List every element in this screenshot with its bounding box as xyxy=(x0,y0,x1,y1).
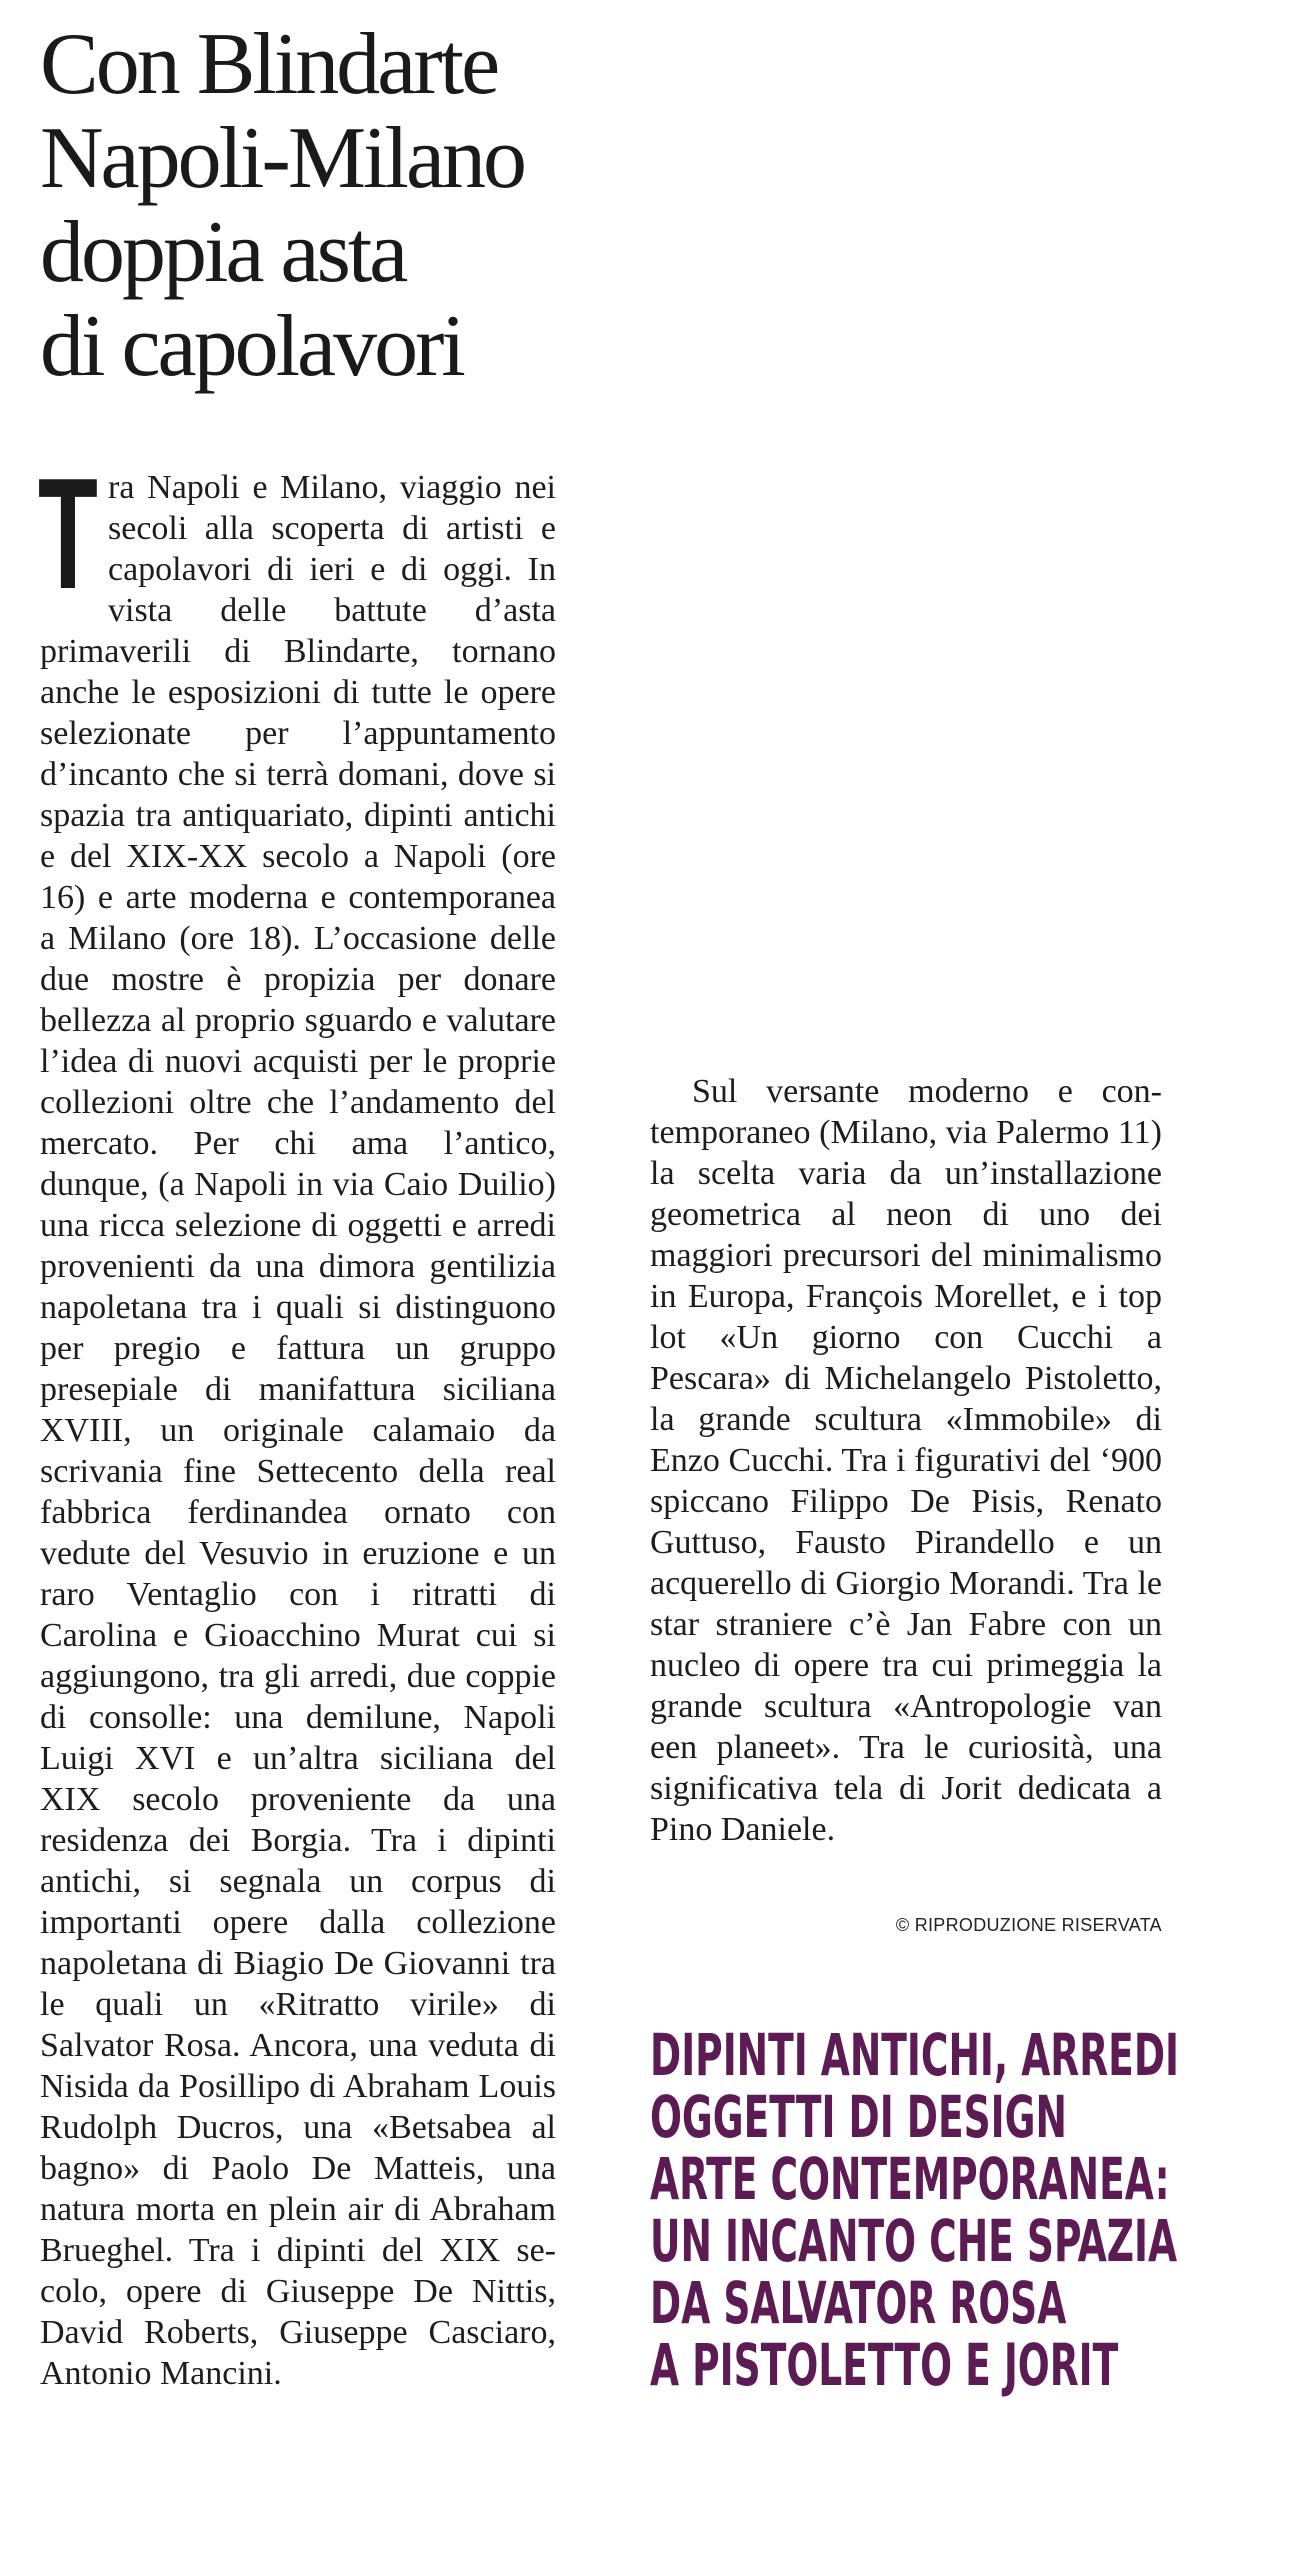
pull-quote-line: DA SALVATOR ROSA xyxy=(650,2269,1067,2337)
drop-cap: T xyxy=(38,446,98,622)
headline-line: doppia asta xyxy=(40,204,406,301)
pull-quote-line: UN INCANTO CHE SPAZIA xyxy=(650,2207,1178,2275)
pull-quote-line: DIPINTI ANTICHI, ARREDI xyxy=(650,2021,1179,2089)
headline-line: Napoli-Milano xyxy=(40,110,525,207)
article-paragraph-2: Sul versante moderno e contemporaneo (Milano, via Palermo 11) la scelta varia da un’installazione geometrica al neon di uno dei maggiori precursori del minimalismo in Europa, François Morellet, e i top lot «Un giorno con Cucchi a Pescara» di Michelangelo Pistoletto, la grande scultura «Immobile» di Enzo Cucchi. Tra i figurativi del ‘900 spiccano Filippo De Pisis, Renato Guttuso, Fausto Pirandello e un acquerello di Giorgio Morandi. Tra le star straniere c’è Jan Fabre con un nucleo di opere tra cui primeggia la grande scultura «Antropologie van een planeet». Tra le curiosità, una significativa tela di Jorit dedicata a Pino Daniele. xyxy=(650,1073,1162,1848)
pull-quote xyxy=(650,2021,1210,2399)
article-paragraph-1: ra Napoli e Milano, viaggio nei secoli alla scoperta di artisti e capolavori di ieri e di oggi. In vista delle battute d’asta primaverili di Blindarte, tornano anche le esposizioni di tutte le opere selezionate per l’appuntamento d’incanto che si terrà domani, dove si spazia tra antiquariato, dipinti antichi e del XIX-XX secolo a Napoli (ore 16) e arte moderna e contemporanea a Milano (ore 18). L’occasione delle due mostre è propizia per donare bellezza al proprio sguardo e valutare l’idea di nuovi acquisti per le proprie collezioni oltre che l’andamento del mercato. Per chi ama l’antico, dunque, (a Napoli in via Caio Duilio) una ricca selezione di oggetti e arredi provenienti da una dimora gentilizia napoletana tra i quali si distinguono per pregio e fattura un gruppo presepiale di manifattura siciliana XVIII, un originale calamaio da scrivania fine Settecento della real fabbrica ferdinandea ornato con vedute del Vesuvio in eruzione e un raro Ventaglio con i ritratti di Carolina e Gioacchino Murat cui si aggiungono, tra gli arredi, due coppie di consolle: una demilune, Napoli Luigi XVI e un’altra siciliana del XIX secolo proveniente da una residenza dei Borgia. Tra i dipinti antichi, si segnala un corpus di importanti opere dalla collezione napoletana di Biagio De Giovanni tra le quali un «Ritratto virile» di Salvator Rosa. Ancora, una veduta di Nisida da Posillipo di Abraham Louis Rudolph Ducros, una «Betsabea al bagno» di Paolo De Matteis, una natura morta en plein air di Abraham Brueghel. Tra i dipinti del XIX secolo, opere di Giuseppe De Nittis, David Roberts, Giuseppe Casciaro, Antonio Mancini. xyxy=(40,469,556,2392)
article-column-right xyxy=(650,1071,1162,1850)
headline-line: di capolavori xyxy=(40,298,463,395)
headline-line: Con Blindarte xyxy=(40,16,498,113)
pull-quote-line: OGGETTI DI DESIGN xyxy=(650,2083,1067,2151)
copyright-notice: © RIPRODUZIONE RISERVATA xyxy=(895,1915,1162,1935)
article-column-left xyxy=(38,446,556,2394)
pull-quote-line: A PISTOLETTO E JORIT xyxy=(650,2331,1119,2399)
article-headline xyxy=(40,18,580,394)
pull-quote-line: ARTE CONTEMPORANEA: xyxy=(650,2145,1170,2213)
